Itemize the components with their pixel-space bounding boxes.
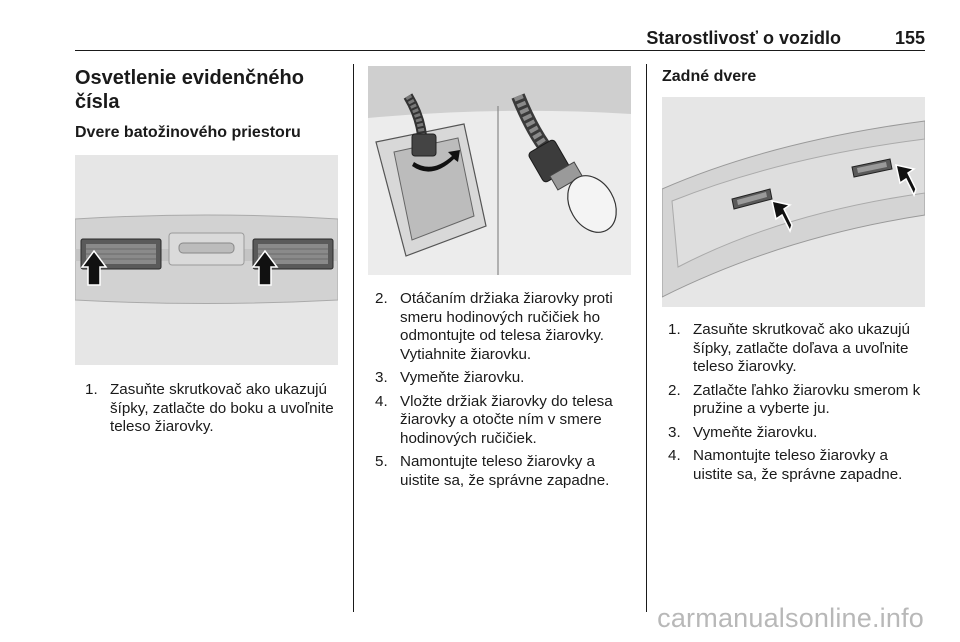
page-number: 155: [894, 28, 925, 48]
watermark: carmanualsonline.info: [657, 603, 924, 633]
list-item: 3. Vymeňte žiarovku.: [375, 369, 525, 386]
trunk-lamp-illustration: [75, 155, 338, 365]
steps-list-rear: [668, 321, 930, 489]
rear-door-lamp-illustration: [662, 97, 925, 307]
page-header: [75, 18, 925, 51]
subheading-rear-door: Zadné dvere: [662, 68, 757, 85]
bulb-holder-illustration: [368, 66, 631, 275]
chapter-title: Starostlivosť o vozidlo: [646, 28, 841, 48]
list-item: 4. Namontujte teleso žiarovky a uistite sa, že správne zapadne.: [668, 447, 903, 483]
list-item: 5. Namontujte teleso žiarovky a uistite sa, že správne zapadne.: [375, 453, 610, 489]
subheading-trunk-door: Dvere batožinového priestoru: [75, 124, 301, 141]
list-item: 2. Zatlačte ľahko žiarovku smerom k pružine a vyberte ju.: [668, 381, 921, 417]
steps-list-holder: [375, 290, 635, 495]
list-item: 2. Otáčaním držiaka žiarovky proti smeru hodinových ručičiek ho odmontujte od telesa žiarovky. Vytiahnite žiarovku.: [375, 290, 613, 363]
list-item: 1. Zasuňte skrutkovač ako ukazujú šípky, zatlačte doľava a uvoľnite teleso žiarovky.: [668, 321, 910, 375]
list-item: 4. Vložte držiak žiarovky do telesa žiarovky a otočte ním v smere hodinových ručičiek.: [375, 392, 613, 447]
column-divider: [353, 64, 354, 612]
column-divider: [646, 64, 647, 612]
steps-list-trunk: [85, 381, 345, 442]
list-item: 1. Zasuňte skrutkovač ako ukazujú šípky, zatlačte do boku a uvoľnite teleso žiarovky.: [85, 381, 334, 435]
section-heading: Osvetlenie evidenčného čísla: [75, 67, 304, 113]
list-item: 3. Vymeňte žiarovku.: [668, 423, 818, 441]
